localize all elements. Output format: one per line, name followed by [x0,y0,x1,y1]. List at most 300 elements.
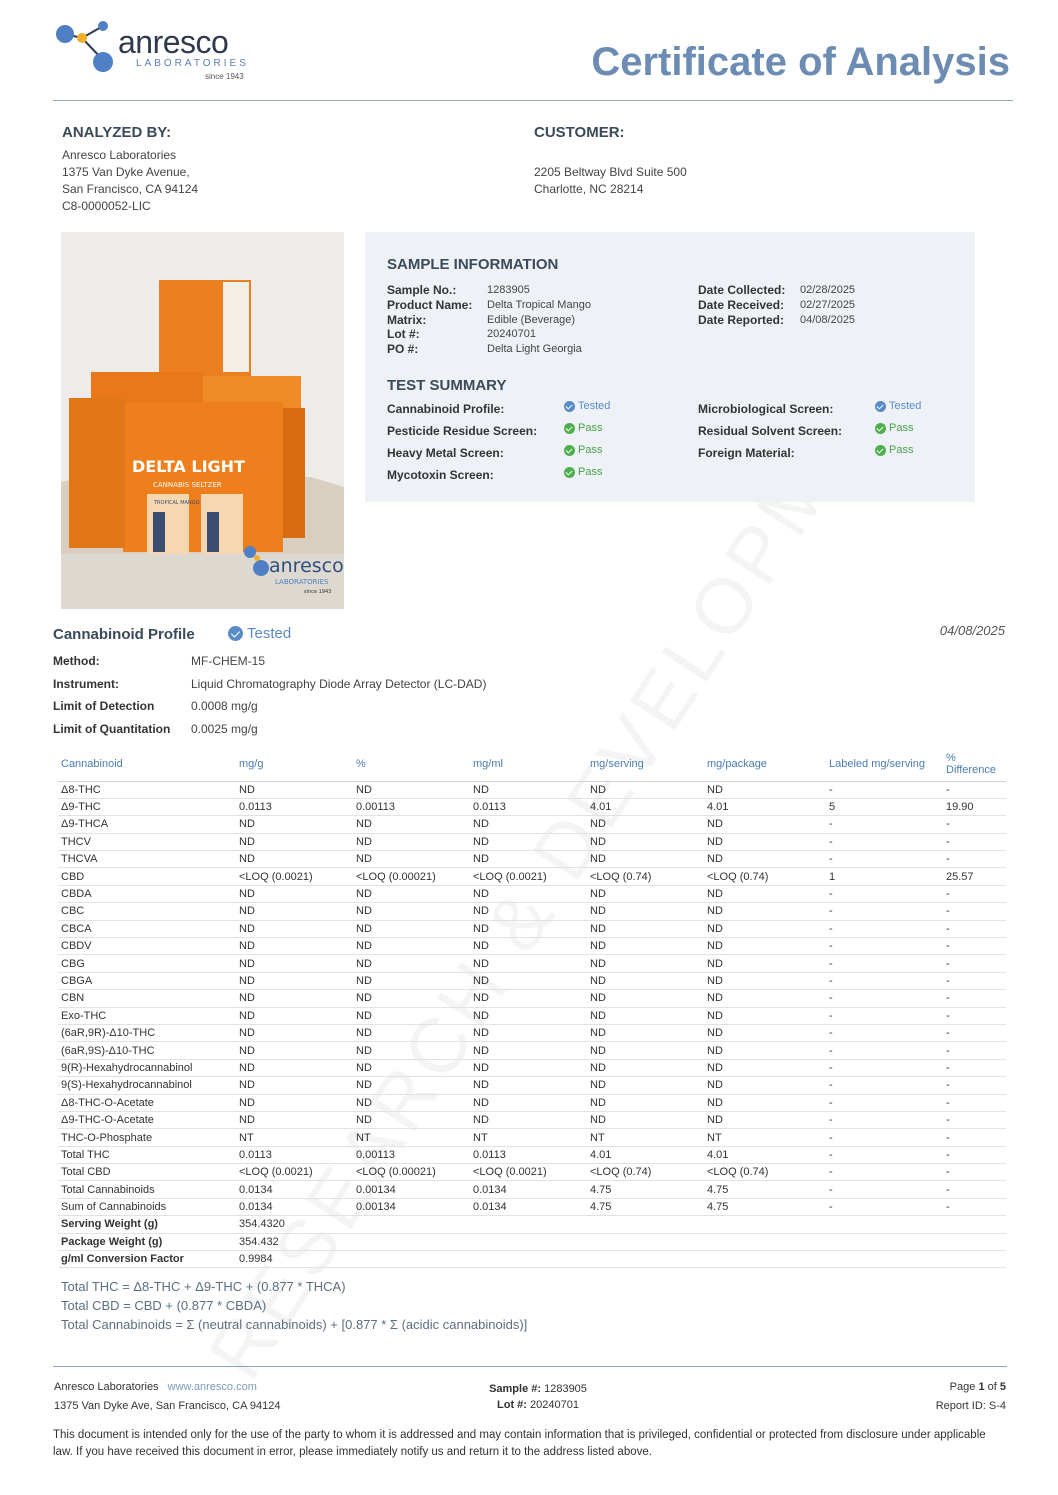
table-cell: ND [587,1042,704,1059]
table-cell: ND [470,972,587,989]
weight-row [58,1233,1006,1250]
table-cell: ND [704,885,826,902]
table-cell: ND [587,1059,704,1076]
status-text: Tested [578,400,611,412]
table-cell: ND [353,781,470,798]
table-cell: ND [470,1111,587,1128]
table-row [58,1129,1006,1146]
table-cell: - [826,851,943,868]
table-cell: 0.0113 [236,798,353,815]
page-total: 5 [999,1381,1006,1393]
table-cell: 0.0113 [236,1146,353,1163]
table-cell: ND [236,990,353,1007]
lod-row [53,695,653,718]
table-cell: ND [704,990,826,1007]
table-cell: ND [704,903,826,920]
test-row-cannabinoid [387,398,677,420]
logo-since: since 1943 [205,72,244,81]
table-row [58,1198,1006,1215]
table-cell: NT [236,1129,353,1146]
table-cell: ND [587,955,704,972]
table-cell: - [943,1059,1006,1076]
method-block [53,650,653,740]
cannabinoid-name-cell: THCV [58,833,236,850]
column-header: % [353,748,470,781]
page-prefix: Page [949,1381,976,1393]
table-cell: ND [587,781,704,798]
table-cell: ND [236,1077,353,1094]
cannabinoid-name-cell: CBDV [58,938,236,955]
sample-info-left [387,282,687,356]
table-cell: ND [470,1059,587,1076]
product-name-row [387,297,687,312]
table-cell: 4.75 [704,1181,826,1198]
cannabinoid-name-cell: THCVA [58,851,236,868]
cannabinoid-name-cell: Total THC [58,1146,236,1163]
table-row [58,798,1006,815]
table-cell: - [943,955,1006,972]
table-cell: - [943,1077,1006,1094]
table-row [58,833,1006,850]
table-cell: - [943,990,1006,1007]
test-label: Microbiological Screen: [698,402,834,416]
table-cell: NT [353,1129,470,1146]
check-circle-icon [564,467,575,478]
lod-label: Limit of Detection [53,699,155,714]
table-cell: ND [470,1042,587,1059]
table-row [58,1077,1006,1094]
table-cell: ND [353,972,470,989]
table-cell: - [826,885,943,902]
table-cell: - [943,885,1006,902]
table-cell: ND [470,938,587,955]
check-circle-icon [564,401,575,412]
test-row-pesticide [387,420,677,442]
test-status [564,422,602,434]
table-cell: ND [353,1024,470,1041]
table-cell: ND [470,816,587,833]
table-cell: ND [470,1024,587,1041]
customer-heading: CUSTOMER: [534,124,625,141]
table-cell: - [943,1146,1006,1163]
lot-value: 20240701 [487,328,536,340]
table-cell: ND [470,920,587,937]
matrix-value: Edible (Beverage) [487,313,576,326]
table-row [58,1164,1006,1181]
product-photo-illustration [61,232,344,609]
table-row [58,920,1006,937]
table-cell: 0.0134 [470,1198,587,1215]
footer-page-number [950,1381,1006,1393]
table-row [58,938,1006,955]
photo-watermark-sub: LABORATORIES [275,578,329,586]
table-cell: - [826,972,943,989]
test-row-heavy-metal [387,442,677,464]
table-row [58,903,1006,920]
instrument-value: Liquid Chromatography Diode Array Detector (LC-DAD) [191,676,487,691]
table-cell: - [943,1042,1006,1059]
test-summary-heading: TEST SUMMARY [387,377,507,394]
table-cell: ND [704,1077,826,1094]
table-row [58,972,1006,989]
sample-no-value: 1283905 [487,283,530,296]
header-divider [53,100,1013,101]
table-cell: ND [353,920,470,937]
weight-label: Package Weight (g) [58,1233,236,1250]
table-cell: - [943,1024,1006,1041]
cannabinoid-name-cell: THC-O-Phosphate [58,1129,236,1146]
table-cell: - [943,903,1006,920]
date-collected-value: 02/28/2025 [800,283,856,296]
formulas-block [61,1279,527,1336]
table-cell: NT [470,1129,587,1146]
table-cell: ND [587,1007,704,1024]
cannabinoid-name-cell: 9(R)-Hexahydrocannabinol [58,1059,236,1076]
lot-row [387,327,687,341]
cannabinoid-name-cell: Δ8-THC-O-Acetate [58,1094,236,1111]
test-status [564,400,610,412]
customer-address [534,164,687,198]
table-cell: - [826,1181,943,1198]
table-cell: ND [236,1094,353,1111]
table-cell: <LOQ (0.74) [587,1164,704,1181]
address-line: Charlotte, NC 28214 [534,182,644,196]
table-cell: NT [587,1129,704,1146]
table-header-row [58,748,1006,781]
address-line: 1375 Van Dyke Avenue, [62,165,190,179]
column-header: mg/g [236,748,353,781]
empty-cell [353,1233,1006,1250]
table-cell: ND [236,816,353,833]
table-cell: ND [353,833,470,850]
box-brand-text: DELTA LIGHT [132,457,245,476]
table-cell: - [826,816,943,833]
can-flavor-text: TROPICAL MANGO [154,500,200,506]
table-row [58,885,1006,902]
date-received-label: Date Received: [698,297,785,312]
method-label: Method: [53,654,100,669]
table-cell: - [943,816,1006,833]
formula-total-thc: Total THC = Δ8-THC + Δ9-THC + (0.877 * THCA) [61,1279,346,1294]
footer-website-link[interactable]: www.anresco.com [167,1381,257,1393]
weight-row [58,1216,1006,1233]
page-of: of [987,1381,997,1393]
table-cell: ND [353,1059,470,1076]
footer-lab-line [54,1381,257,1393]
table-cell: - [826,920,943,937]
table-cell: ND [587,833,704,850]
table-cell: 0.0113 [470,1146,587,1163]
table-cell: ND [587,990,704,1007]
footer-sample-label: Sample #: [489,1383,542,1395]
po-row [387,341,687,356]
table-cell: 0.0134 [470,1181,587,1198]
cannabinoid-profile-title: Cannabinoid Profile [53,626,195,643]
table-cell: - [943,833,1006,850]
table-cell: - [943,851,1006,868]
formula-total-cbd: Total CBD = CBD + (0.877 * CBDA) [61,1298,267,1313]
cannabinoid-name-cell: Total Cannabinoids [58,1181,236,1198]
footer-divider [53,1366,1007,1367]
table-cell: 4.01 [587,798,704,815]
table-cell: NT [704,1129,826,1146]
table-cell: - [826,903,943,920]
cannabinoid-profile-date: 04/08/2025 [939,623,1005,638]
table-row [58,1007,1006,1024]
table-row [58,781,1006,798]
table-cell: - [943,1181,1006,1198]
column-header: mg/package [704,748,826,781]
table-cell: ND [236,1059,353,1076]
table-cell: 4.75 [587,1198,704,1215]
table-row [58,1059,1006,1076]
table-cell: - [826,1198,943,1215]
matrix-row [387,312,687,327]
table-cell: - [826,1111,943,1128]
table-cell: - [943,1111,1006,1128]
test-status [875,400,921,412]
check-circle-icon [875,401,886,412]
check-circle-icon [564,423,575,434]
cannabinoid-name-cell: (6aR,9R)-Δ10-THC [58,1024,236,1041]
table-row [58,990,1006,1007]
table-cell: <LOQ (0.74) [704,1164,826,1181]
table-cell: - [943,1164,1006,1181]
loq-row [53,718,653,741]
column-header: % Difference [943,748,1006,781]
table-cell: ND [587,903,704,920]
table-cell: - [826,1146,943,1163]
logo-subtitle: LABORATORIES [136,58,249,69]
table-cell: ND [470,990,587,1007]
table-cell: <LOQ (0.74) [704,868,826,885]
table-cell: ND [236,851,353,868]
table-cell: ND [353,1094,470,1111]
table-cell: ND [470,955,587,972]
footer-sample [468,1383,608,1395]
table-cell: ND [470,781,587,798]
cannabinoid-name-cell: CBGA [58,972,236,989]
cannabinoid-name-cell: CBCA [58,920,236,937]
footer-lot [468,1399,608,1411]
table-cell: - [826,955,943,972]
test-row-microbiological [698,398,968,420]
table-cell: ND [236,938,353,955]
table-row [58,1111,1006,1128]
table-cell: ND [353,903,470,920]
cannabinoid-name-cell: Δ9-THC [58,798,236,815]
photo-watermark-since: since 1943 [304,589,332,595]
product-photo [61,232,344,609]
table-cell: ND [704,1024,826,1041]
table-cell: ND [470,1094,587,1111]
table-cell: 5 [826,798,943,815]
table-cell: - [826,1077,943,1094]
table-cell: ND [587,972,704,989]
weight-label: Serving Weight (g) [58,1216,236,1233]
address-line: San Francisco, CA 94124 [62,182,199,196]
column-header: mg/serving [587,748,704,781]
table-cell: ND [704,1094,826,1111]
method-value: MF-CHEM-15 [191,654,265,669]
table-cell: - [826,1059,943,1076]
table-cell: ND [704,1059,826,1076]
table-cell: 4.01 [704,1146,826,1163]
page-title: Certificate of Analysis [591,40,1010,84]
method-row [53,650,653,673]
table-cell: <LOQ (0.74) [587,868,704,885]
status-text: Tested [247,625,292,642]
lot-label: Lot #: [387,327,420,341]
po-label: PO #: [387,341,419,356]
logo-wordmark: anresco [118,24,229,60]
date-reported-label: Date Reported: [698,312,785,327]
empty-cell [353,1216,1006,1233]
column-header: Cannabinoid [58,748,236,781]
table-cell: ND [353,1007,470,1024]
table-cell: ND [470,903,587,920]
date-collected-row [698,282,968,297]
table-row [58,1094,1006,1111]
table-cell: ND [587,885,704,902]
table-cell: ND [353,1042,470,1059]
table-cell: ND [470,885,587,902]
formula-total-cannabinoids: Total Cannabinoids = Σ (neutral cannabinoids) + [0.877 * Σ (acidic cannabinoids)] [61,1317,528,1332]
table-cell: - [826,1007,943,1024]
test-label: Cannabinoid Profile: [387,402,505,416]
table-cell: 0.0134 [236,1181,353,1198]
table-cell: ND [470,1077,587,1094]
date-reported-row [698,312,968,327]
weight-value: 0.9984 [236,1251,353,1268]
date-collected-label: Date Collected: [698,282,786,297]
table-row [58,816,1006,833]
table-cell: 0.00134 [353,1181,470,1198]
cannabinoid-name-cell: CBDA [58,885,236,902]
license-number: C8-0000052-LIC [62,199,151,213]
footer-disclaimer: This document is intended only for the use of the party to whom it is addressed and may contain information that is privileged, confidential or protected from disclosure under applicable law. If you have received this document in error, please immediately notify us and return it to the address listed above. [53,1429,986,1458]
table-cell: - [943,781,1006,798]
column-header: mg/ml [470,748,587,781]
loq-value: 0.0025 mg/g [191,721,258,736]
photo-watermark-logo: anresco [269,555,344,577]
table-cell: ND [587,1077,704,1094]
table-cell: ND [587,920,704,937]
footer-address: 1375 Van Dyke Ave, San Francisco, CA 94124 [54,1400,281,1412]
test-label: Heavy Metal Screen: [387,446,504,460]
table-cell: - [943,920,1006,937]
table-cell: 0.00113 [353,798,470,815]
cannabinoid-table [58,748,1006,1268]
empty-cell [353,1251,1006,1268]
table-cell: - [826,938,943,955]
table-cell: 0.0134 [236,1198,353,1215]
address-line: 2205 Beltway Blvd Suite 500 [534,165,687,179]
table-cell: ND [704,1007,826,1024]
cannabinoid-name-cell: Sum of Cannabinoids [58,1198,236,1215]
sample-info-right [698,282,968,327]
table-cell: ND [353,1077,470,1094]
table-cell: ND [587,851,704,868]
check-circle-icon [875,445,886,456]
table-cell: - [826,833,943,850]
test-label: Residual Solvent Screen: [698,424,843,438]
table-cell: ND [236,885,353,902]
table-cell: <LOQ (0.0021) [236,1164,353,1181]
product-name-label: Product Name: [387,297,473,312]
table-cell: 25.57 [943,868,1006,885]
table-cell: ND [704,1111,826,1128]
table-cell: - [943,1094,1006,1111]
table-cell: ND [704,938,826,955]
footer-report-id: Report ID: S-4 [935,1400,1006,1412]
check-circle-icon [228,626,243,641]
test-row-foreign-material [698,442,968,464]
sample-no-label: Sample No.: [387,282,457,297]
table-cell: ND [704,851,826,868]
table-cell: - [826,1164,943,1181]
analyzed-by-heading: ANALYZED BY: [62,124,172,141]
footer-sample-value: 1283905 [544,1383,587,1395]
table-cell: ND [704,972,826,989]
table-cell: ND [704,955,826,972]
table-cell: ND [704,781,826,798]
cannabinoid-name-cell: Δ9-THCA [58,816,236,833]
table-cell: - [826,1024,943,1041]
table-cell: - [943,972,1006,989]
table-cell: <LOQ (0.0021) [470,1164,587,1181]
test-label: Pesticide Residue Screen: [387,424,538,438]
po-value: Delta Light Georgia [487,342,582,355]
table-cell: - [943,1129,1006,1146]
table-row [58,1024,1006,1041]
table-cell: - [826,1042,943,1059]
table-cell: ND [236,1111,353,1128]
table-cell: ND [236,1007,353,1024]
status-text: Pass [578,422,603,434]
sample-info-heading: SAMPLE INFORMATION [387,256,559,273]
address-line: Anresco Laboratories [62,148,177,162]
loq-label: Limit of Quantitation [53,721,171,736]
table-cell: - [826,1129,943,1146]
table-cell: <LOQ (0.0021) [470,868,587,885]
table-cell: ND [704,816,826,833]
cannabinoid-name-cell: Δ9-THC-O-Acetate [58,1111,236,1128]
table-cell: <LOQ (0.0021) [236,868,353,885]
status-text: Pass [889,444,914,456]
table-row [58,851,1006,868]
table-cell: <LOQ (0.00021) [353,868,470,885]
check-circle-icon [875,423,886,434]
table-cell: 4.75 [704,1198,826,1215]
table-cell: - [826,990,943,1007]
test-label: Mycotoxin Screen: [387,468,494,482]
table-cell: <LOQ (0.00021) [353,1164,470,1181]
cannabinoid-name-cell: CBD [58,868,236,885]
test-row-residual-solvent [698,420,968,442]
table-body [58,781,1006,1268]
column-header: Labeled mg/serving [826,748,943,781]
test-status [564,466,602,478]
table-cell: 1 [826,868,943,885]
cannabinoid-profile-status [228,625,291,642]
status-text: Pass [889,422,914,434]
test-status [875,422,913,434]
table-cell: 4.75 [587,1181,704,1198]
table-cell: ND [587,938,704,955]
table-cell: 0.00134 [353,1198,470,1215]
table-cell: ND [704,833,826,850]
